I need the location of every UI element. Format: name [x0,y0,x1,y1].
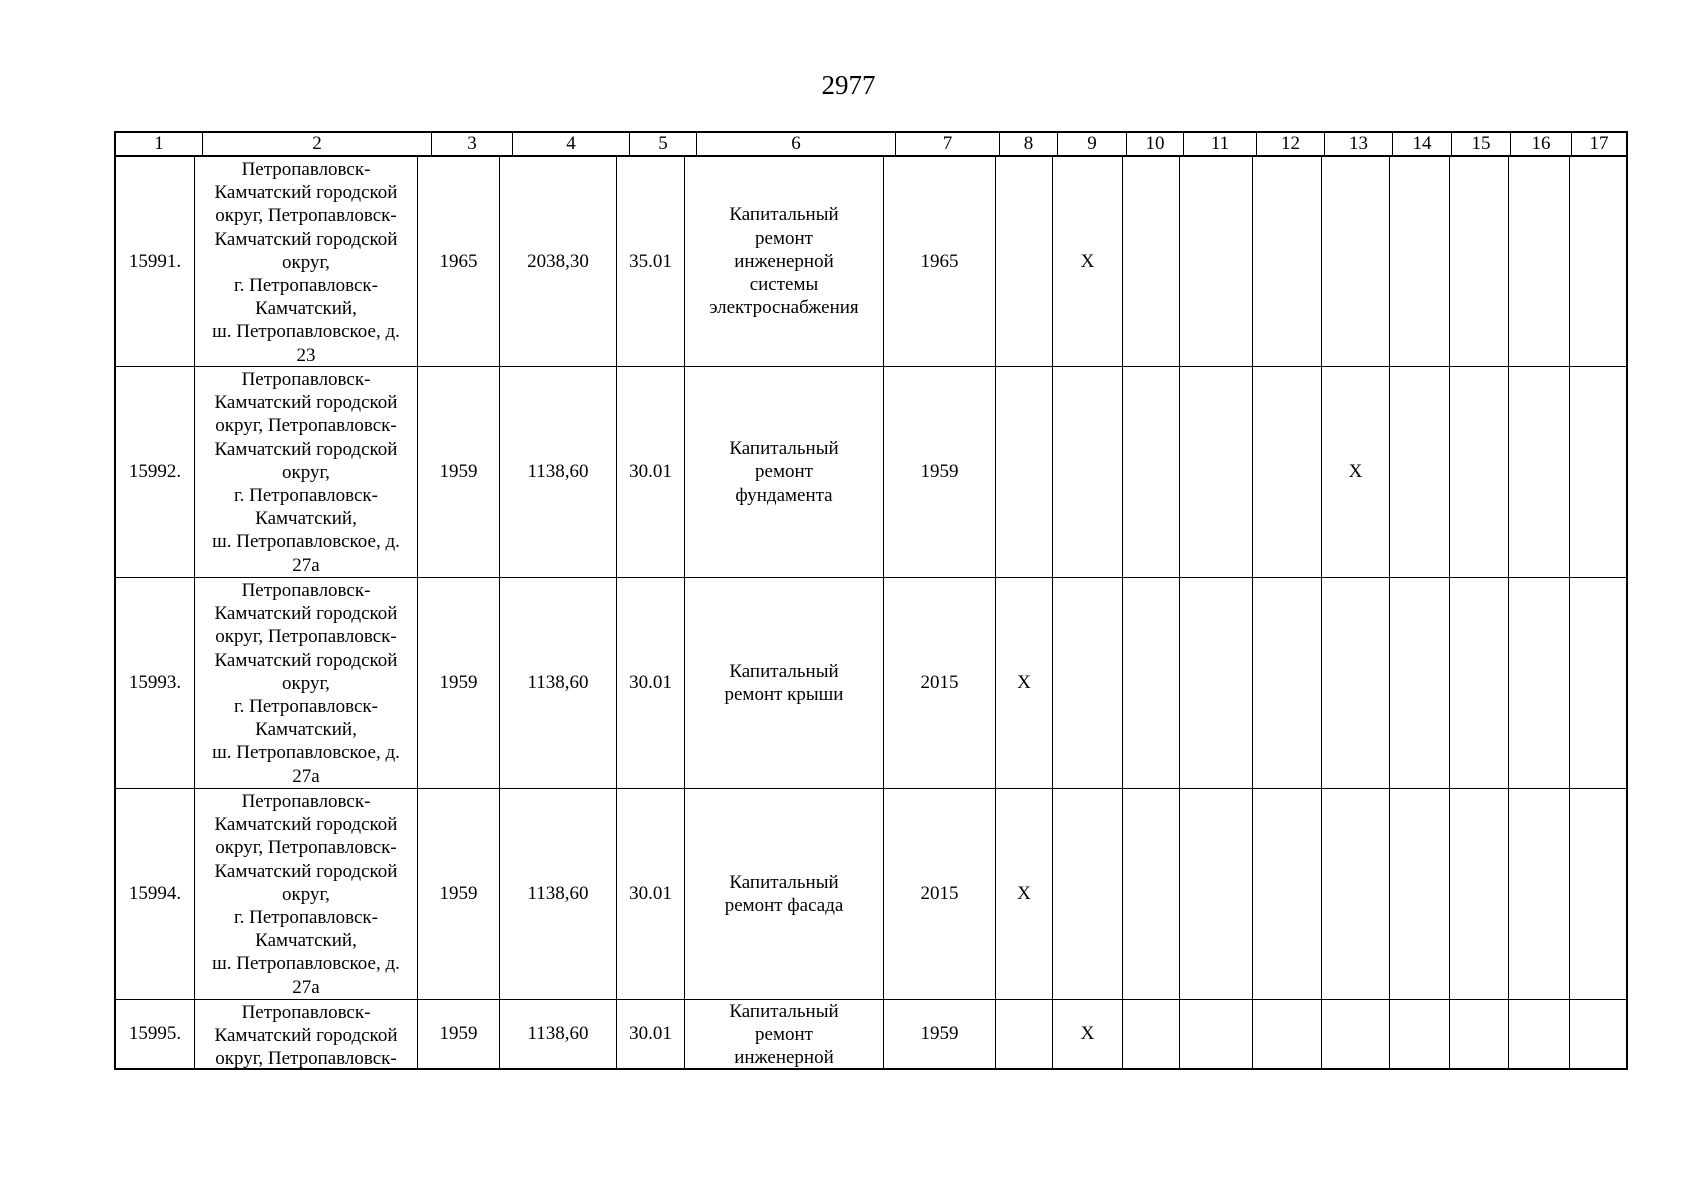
plan-year-cell: 2015 [883,578,995,788]
plan-year-cell: 1959 [883,367,995,577]
mark-cell-col-13 [1321,1000,1389,1068]
column-header-12: 12 [1256,133,1324,155]
mark-cell-col-15 [1449,367,1508,577]
mark-cell-col-10 [1122,578,1179,788]
column-header-6: 6 [696,133,895,155]
column-header-10: 10 [1126,133,1183,155]
row-number: 15994. [128,883,182,905]
mark-cell-col-9 [1052,789,1122,999]
column-header-2: 2 [202,133,431,155]
mark-cell-col-13 [1321,578,1389,788]
mark-cell-col-12 [1252,367,1321,577]
mark-cell-col-10 [1122,1000,1179,1068]
mark-cell-col-16 [1508,578,1569,788]
column-header-3: 3 [431,133,512,155]
table-row [116,1000,1626,1068]
mark-cell-col-12 [1252,789,1321,999]
row-number: 15993. [128,672,182,694]
plan-year-cell: 2015 [883,789,995,999]
column-header-1: 1 [154,133,164,154]
mark-cell-col-8: X [995,789,1052,999]
code-cell: 35.01 [616,157,684,366]
mark-cell-col-10 [1122,367,1179,577]
table-row [116,367,1626,578]
address-cell: Петропавловск- Камчатский городской округ, Петропавловск- Камчатский городской округ, г. Петропавловск- Камчатский, ш. Петропавловское, д. 23 [194,157,417,366]
build-year-cell: 1959 [417,789,499,999]
mark-cell-col-8 [995,367,1052,577]
mark-cell-col-8 [995,1000,1052,1068]
mark-cell-col-16 [1508,157,1569,366]
work-type-cell: Капитальный ремонт инженерной системы электроснабжения [684,157,883,366]
column-header-4: 4 [512,133,629,155]
mark-cell-col-14 [1389,578,1449,788]
mark-cell-col-10 [1122,157,1179,366]
address-cell: Петропавловск- Камчатский городской округ, Петропавловск- Камчатский городской округ, г. Петропавловск- Камчатский, ш. Петропавловское, д. 27а [194,578,417,788]
column-header-7: 7 [895,133,999,155]
mark-cell-col-8: X [995,578,1052,788]
code-cell: 30.01 [616,789,684,999]
column-header-17: 17 [1571,133,1626,155]
mark-cell-col-16 [1508,367,1569,577]
table-row [116,157,1626,367]
mark-cell-col-14 [1389,1000,1449,1068]
work-type-cell: Капитальный ремонт крыши [684,578,883,788]
mark-cell-col-14 [1389,789,1449,999]
code-cell: 30.01 [616,578,684,788]
row-number: 15992. [128,461,182,483]
column-number-header [114,131,1628,157]
column-header-16: 16 [1510,133,1571,155]
work-type-cell: Капитальный ремонт фасада [684,789,883,999]
address-cell: Петропавловск- Камчатский городской округ, Петропавловск- Камчатский городской округ, г. Петропавловск- Камчатский, ш. Петропавловское, д. 27а [194,789,417,999]
column-header-15: 15 [1451,133,1510,155]
mark-cell-col-13 [1321,789,1389,999]
area-cell: 1138,60 [499,789,616,999]
build-year-cell: 1965 [417,157,499,366]
row-number: 15991. [128,250,182,272]
mark-cell-col-8 [995,157,1052,366]
mark-cell-col-16 [1508,789,1569,999]
column-header-11: 11 [1183,133,1256,155]
mark-cell-col-9: X [1052,157,1122,366]
column-header-8: 8 [999,133,1057,155]
mark-cell-col-17 [1569,157,1626,366]
mark-cell-col-11 [1179,367,1252,577]
mark-cell-col-15 [1449,157,1508,366]
column-header-14: 14 [1392,133,1451,155]
area-cell: 1138,60 [499,578,616,788]
work-type-cell: Капитальный ремонт инженерной [684,1000,883,1068]
address-cell: Петропавловск- Камчатский городской округ, Петропавловск- Камчатский городской округ, г. Петропавловск- Камчатский, ш. Петропавловское, д. 27а [194,367,417,577]
build-year-cell: 1959 [417,1000,499,1068]
table-row [116,789,1626,1000]
mark-cell-col-14 [1389,367,1449,577]
mark-cell-col-13: X [1321,367,1389,577]
build-year-cell: 1959 [417,578,499,788]
plan-year-cell: 1959 [883,1000,995,1068]
area-cell: 1138,60 [499,1000,616,1068]
page-number: 2977 [821,70,876,100]
register-table [114,131,1628,1070]
mark-cell-col-17 [1569,578,1626,788]
mark-cell-col-13 [1321,157,1389,366]
mark-cell-col-15 [1449,1000,1508,1068]
column-header-9: 9 [1057,133,1126,155]
code-cell: 30.01 [616,1000,684,1068]
work-type-cell: Капитальный ремонт фундамента [684,367,883,577]
mark-cell-col-17 [1569,789,1626,999]
row-number: 15995. [128,1023,182,1045]
build-year-cell: 1959 [417,367,499,577]
mark-cell-col-9: X [1052,1000,1122,1068]
mark-cell-col-11 [1179,157,1252,366]
mark-cell-col-15 [1449,789,1508,999]
mark-cell-col-16 [1508,1000,1569,1068]
plan-year-cell: 1965 [883,157,995,366]
mark-cell-col-14 [1389,157,1449,366]
code-cell: 30.01 [616,367,684,577]
mark-cell-col-15 [1449,578,1508,788]
mark-cell-col-11 [1179,1000,1252,1068]
column-header-5: 5 [629,133,696,155]
mark-cell-col-9 [1052,578,1122,788]
mark-cell-col-12 [1252,157,1321,366]
mark-cell-col-17 [1569,1000,1626,1068]
mark-cell-col-12 [1252,1000,1321,1068]
mark-cell-col-9 [1052,367,1122,577]
mark-cell-col-17 [1569,367,1626,577]
mark-cell-col-10 [1122,789,1179,999]
area-cell: 2038,30 [499,157,616,366]
table-row [116,578,1626,789]
address-cell: Петропавловск- Камчатский городской округ, Петропавловск- [194,1000,417,1068]
column-header-13: 13 [1324,133,1392,155]
mark-cell-col-11 [1179,578,1252,788]
mark-cell-col-12 [1252,578,1321,788]
mark-cell-col-11 [1179,789,1252,999]
table-body [114,157,1628,1070]
area-cell: 1138,60 [499,367,616,577]
